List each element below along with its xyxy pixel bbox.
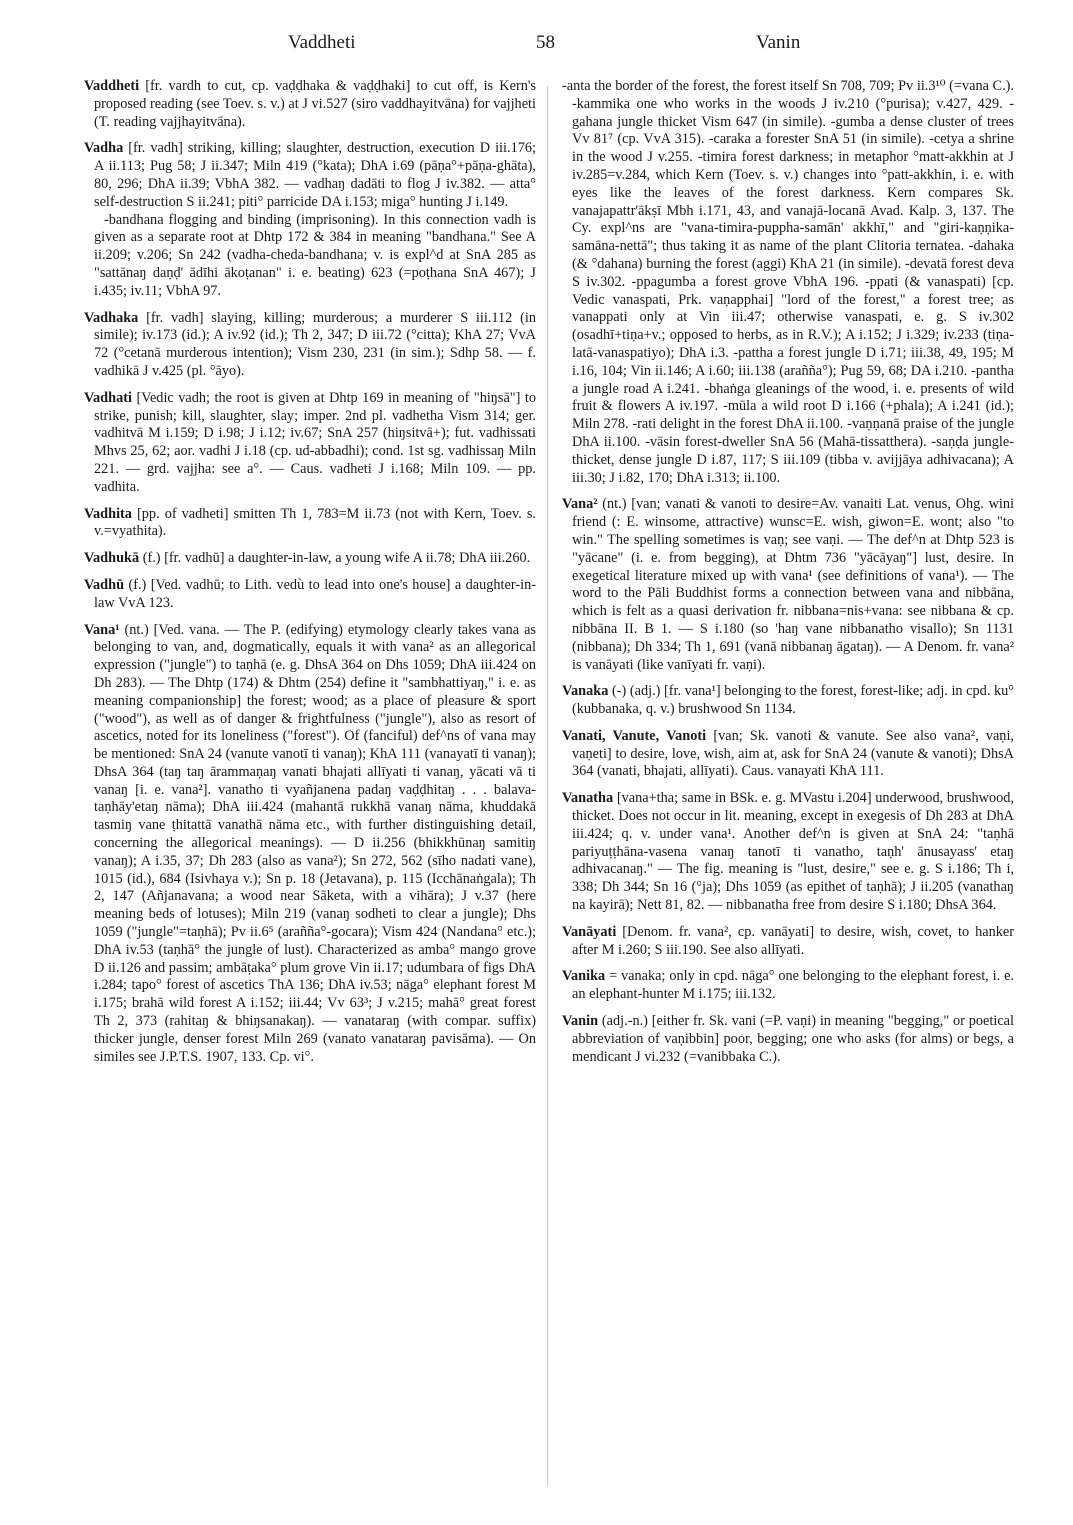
- entry-paragraph: [562, 968, 1014, 1004]
- right-column: [562, 78, 1014, 1075]
- entry-paragraph: [84, 577, 536, 613]
- entry-text: [fr. vadh] slaying, killing; murderous; a murderer S iii.112 (in simile); iv.173 (id.); A iv.92 (id.); Th 2, 347; D iii.72 (°citta); KhA 27; VvA 72 (°cetanā murderous intention); Vism 230, 231 (in sim.); Sdhp 58. — f. vadhikā J v.425 (pl. °āyo).: [94, 309, 536, 379]
- entry-headword: Vana¹: [84, 621, 120, 638]
- entry-text: [pp. of vadheti] smitten Th 1, 783=M ii.73 (not with Kern, Toev. s. v.=vyathita).: [94, 505, 536, 540]
- entry-headword: Vadhaka: [84, 309, 139, 326]
- entry-text: = vanaka; only in cpd. nāga° one belonging to the elephant forest, i. e. an elephant-hunter M i.175; iii.132.: [572, 968, 1014, 1003]
- entry-headword: Vanika: [562, 968, 606, 985]
- entry-text: [Vedic vadh; the root is given at Dhtp 169 in meaning of "hiŋsā"] to strike, punish; kill, slaughter, slay; imper. 2nd pl. vadhetha Vism 314; ger. vadhitvā M i.159; D i.98; J i.12; iv.67; SnA 257 (hiŋsitvā+); fut. vadhissati Mhvs 25, 62; aor. vadhi J i.18 (cp. ud-abbadhi); cond. 1st sg. vadhissaŋ Miln 221. — grd. vajjha: see a°. — Caus. vadheti J i.168; Miln 109. — pp. vadhita.: [94, 389, 537, 495]
- dictionary-entry: [562, 968, 1014, 1004]
- dictionary-entry: [84, 78, 536, 131]
- entry-headword: Vanatha: [562, 790, 614, 807]
- entry-paragraph: [84, 390, 536, 497]
- dictionary-entry: [562, 728, 1014, 781]
- entry-headword: Vadha: [84, 140, 124, 157]
- entry-text: [Denom. fr. vana², cp. vanāyati] to desire, wish, covet, to hanker after M i.260; S iii.190. See also allīyati.: [572, 923, 1015, 958]
- entry-headword: Vadhukā: [84, 550, 140, 567]
- dictionary-entry: [562, 496, 1014, 674]
- entry-headword: Vadhū: [84, 576, 125, 593]
- dictionary-entry: [84, 140, 536, 300]
- dictionary-entry: [84, 390, 536, 497]
- entry-text: (-) (adj.) [fr. vana¹] belonging to the forest, forest-like; adj. in cpd. ku° (kubbanaka, q. v.) brushwood Sn 1134.: [572, 683, 1014, 718]
- entry-paragraph: [562, 728, 1014, 781]
- entry-headword: Vanāyati: [562, 923, 617, 940]
- running-header: [84, 30, 1014, 64]
- entry-paragraph: [562, 790, 1014, 915]
- dictionary-entry: [562, 1013, 1014, 1066]
- entry-text: -bandhana flogging and binding (imprisoning). In this connection vadh is given as a separate root at Dhtp 172 & 384 in meaning "bandhana." See A ii.209; v.206; Sn 242 (vadha-cheda-bandhana; v. is expl^d at SnA 285 as "sattānaŋ daṇḍ' ādīhi ākoṭanan" i. e. beating) 623 (=poṭhana SnA 467); J i.435; iv.11; VbhA 97.: [94, 211, 536, 299]
- entry-paragraph: [84, 550, 536, 568]
- entry-headword: Vaddheti: [84, 78, 140, 94]
- entry-text: (adj.-n.) [either fr. Sk. vani (=P. vaṇi) in meaning "begging," or poetical abbreviation of vaṇibbin] poor, begging; one who asks (for alms) or begs, a mendicant J vi.232 (=vanibbaka C.).: [572, 1013, 1014, 1065]
- dictionary-entry: [562, 790, 1014, 915]
- dictionary-entry: [562, 78, 1014, 487]
- dictionary-entry: [84, 622, 536, 1067]
- dictionary-entry: [84, 577, 536, 613]
- entry-paragraph: [562, 496, 1014, 674]
- entry-text: [fr. vadh] striking, killing; slaughter, destruction, execution D iii.176; A ii.113; Pug 58; J ii.347; Miln 419 (°kata); DhA i.69 (pāṇa°+pāṇa-ghāta), 80, 296; DhA ii.39; VbhA 382. — vadhaŋ dadāti to flog J iv.382. — atta° self-destruction S ii.241; piti° parricide DA i.153; miga° hunting J i.149.: [94, 140, 536, 210]
- entry-text: (nt.) [van; vanati & vanoti to desire=Av. vanaiti Lat. venus, Ohg. wini friend (: E. winsome, attractive) wunsc=E. wish, giwon=E. wont; also "to win." The spelling sometimes is vaṇ; see vaṇi. — The def^n at Dhtp 523 is "yācane" (i. e. from begging), at Dhtm 736 "yācāyaŋ"] lust, desire. In exegetical literature mixed up with vana¹ (see definitions of vana¹). — The word to the Pāli Buddhist forms a connection between vana and nibbāna, which is felt as a quasi derivation fr. nibbana=nis+vana: see nibbana & cp. nibbāna II. B 1. — S i.180 (so 'haŋ vane nibbanatho visallo); Sn 1131 (nibbana); Dh 334; Th 1, 691 (vanā nibbanaŋ āgataŋ). — A Denom. fr. vana² is vanāyati (like vanīyati fr. vaṇi).: [572, 496, 1014, 673]
- dictionary-entry: [84, 550, 536, 568]
- entry-text: (nt.) [Ved. vana. — The P. (edifying) etymology clearly takes vana as belonging to van, and, dogmatically, equals it with vana² as an allegorical expression ("jungle") to taṇhā (e. g. DhsA 364 on Dhs 1059; DhA iii.424 on Dh 283). — The Dhtp (174) & Dhtm (254) define it "sambhattiyaŋ," i. e. as meaning companionship] the forest; wood; as a place of pleasure & sport ("wood"), as well as of danger & frightfulness ("jungle"), also as resort of ascetics, noted for its loneliness ("forest"). Of (fanciful) def^ns of vana may be mentioned: SnA 24 (vanute vanotī ti vanaŋ); KhA 111 (vanayatī ti vanaŋ); DhsA 364 (taŋ taŋ ārammaṇaŋ vanati bhajati allīyati ti vanaŋ, yācati vā ti vanaŋ [i. e. vana²]. vanatho ti vyañjanena padaŋ vaḍḍhitaŋ . . . balava-taṇhāy'etaŋ nāma); DhA iii.424 (mahantā rukkhā vanaŋ nāma, khuddakā tasmiŋ vane ṭhitattā vanathā nāma etc., with further distinguishing detail, concerning the allegorical meanings). — D ii.256 (bhikkhūnaŋ samitiŋ vanaŋ); A i.35, 37; Dh 283 (also as vana²); Sn 272, 562 (sīho nadati vane), 1015 (id.), 684 (Isivhaya v.); Sn p. 18 (Jetavana), p. 115 (Icchānaṅgala); Th 2, 147 (Añjanavana; a wood near Sāketa, with a vihāra); J v.37 (here meaning beds of lotuses); Miln 219 (vanaŋ sodheti to clear a jungle); Dhs 1059 ("jungle"=taṇhā); Pv ii.6⁵ (arañña°-gocara); Vism 424 (Nandana° etc.); DhA iv.53 (taṇhā° the jungle of lust). Characterized as amba° mango grove D ii.126 and passim; ambāṭaka° plum grove Vin ii.17; udumbara of figs DhA i.284; tapo° forest of ascetics ThA 136; DhA iv.53; nāga° elephant forest M i.175; brahā wild forest A i.152; iii.44; Vv 63³; J v.215; mahā° great forest Th 2, 373 (rahitaŋ & bhiŋsanakaŋ). — vanataraŋ (with compar. suffix) thicker jungle, denser forest Miln 269 (vanato vanataraŋ pavisāma). — On similes see J.P.T.S. 1907, 133. Cp. vi°.: [94, 621, 536, 1065]
- entry-headword: Vanaka: [562, 683, 609, 700]
- entry-paragraph: [84, 78, 536, 131]
- entry-paragraph: [84, 506, 536, 542]
- entry-headword: Vadhita: [84, 505, 132, 522]
- dictionary-entry: [84, 310, 536, 381]
- entry-headword: Vanati, Vanute, Vanoti: [562, 727, 707, 744]
- entry-paragraph: [84, 622, 536, 1067]
- entry-paragraph: [84, 212, 536, 301]
- entry-text: (f.) [fr. vadhū] a daughter-in-law, a young wife A ii.78; DhA iii.260.: [142, 550, 531, 567]
- entry-paragraph: [562, 683, 1014, 719]
- entry-paragraph: [84, 140, 536, 211]
- dictionary-entry: [562, 924, 1014, 960]
- header-right-word: Vanin: [756, 32, 801, 53]
- column-divider: [547, 86, 548, 1486]
- entry-text: [fr. vardh to cut, cp. vaḍḍhaka & vaḍḍhaki] to cut off, is Kern's proposed reading (see Toev. s. v.) at J vi.527 (siro vaddhayitvāna) for vajjheti (T. reading vajjhayitvāna).: [94, 78, 536, 130]
- entry-text: (f.) [Ved. vadhū; to Lith. vedù to lead into one's house] a daughter-in-law VvA 123.: [94, 576, 536, 611]
- dictionary-entry: [84, 506, 536, 542]
- left-column: [84, 78, 536, 1075]
- header-left-word: Vaddheti: [288, 32, 356, 53]
- entry-headword: Vadhati: [84, 389, 132, 406]
- entry-paragraph: [562, 1013, 1014, 1066]
- entry-paragraph: [562, 924, 1014, 960]
- entry-text: [vana+tha; same in BSk. e. g. MVastu i.204] underwood, brushwood, thicket. Does not occur in lit. meaning, except in exegesis of Dh 283 at DhA iii.424; q. v. under vana¹. Another def^n is given at SnA 24: "taṇhā pariyuṭṭhāna-vasena vanaŋ tanotī ti vanatho, taṇh' ānusayass' etaŋ adhivacanaŋ." — The fig. meaning is "lust, desire," see e. g. S i.186; Th i, 338; Dh 344; Sn 16 (°ja); Dhs 1059 (as epithet of taṇhā); J ii.205 (vanathaŋ na kayirā); Nett 81, 82. — nibbanatha free from desire S i.180; DhsA 364.: [572, 790, 1014, 914]
- entry-headword: Vanin: [562, 1013, 599, 1030]
- page-number: 58: [536, 32, 555, 53]
- entry-paragraph: [84, 310, 536, 381]
- entry-continuation: -anta the border of the forest, the forest itself Sn 708, 709; Pv ii.3¹⁰ (=vana C.). -kammika one who works in the woods J iv.210 (°purisa); v.427, 429. -gahana jungle thicket Vism 647 (in simile). -gumba a dense cluster of trees Vv 81⁷ (cp. VvA 315). -caraka a forester SnA 51 (in simile). -cetya a shrine in the wood J v.255. -timira forest darkness; in metaphor °matt-akkhin at J iv.285=v.284, which Kern (Toev. s. v.) changes into °patt-akkhin, i. e. with eyes like the leaves of the forest darkness. Kern compares Sk. vanajapattr'ākṣī Mbh i.171, 43, and vanajā-locanā Avad. Kalp. 3, 137. The Cy. expl^ns are "vana-timira-puppha-samān' akkhī," and "giri-kaṇṇika-samāna-nettā"; thus taking it as name of the plant Clitoria ternatea. -dahaka (& °dahana) burning the forest (aggi) KhA 21 (in simile). -devatā forest deva S iv.302. -ppagumba a forest grove VbhA 196. -ppati (& vanaspati) [cp. Vedic vanaspati, Prk. vaṇapphai] "lord of the forest," a forest tree; as vanappati only at Vin iii.47; otherwise vanaspati, e. g. S iv.302 (osadhī+tiṇa+v.; opposed to herbs, as in R.V.); A i.152; J i.329; iv.233 (tiṇa-latā-vanaspatiyo); DhA i.3. -pattha a forest jungle D i.71; iii.38, 49, 195; M i.16, 104; Vin ii.146; A i.60; iii.138 (arañña°); Pug 59, 68; DA i.210. -pantha a jungle road A i.241. -bhaṅga gleanings of the wood, i. e. presents of wild fruit & flowers A iv.197. -mūla a wild root D i.166 (+phala); A i.241 (id.); Miln 278. -rati delight in the forest DhA ii.100. -vaṇṇanā praise of the jungle DhA ii.100. -vāsin forest-dweller SnA 56 (Mahā-tissatthera). -saṇḍa jungle-thicket, dense jungle D i.87, 117; S iii.109 (tibba v. avijjāya adhivacana); A iii.30; J i.82, 170; DhA i.313; ii.100.: [562, 78, 1014, 486]
- entry-text: [van; Sk. vanoti & vanute. See also vana², vaṇi, vaṇeti] to desire, love, wish, aim at, ask for SnA 24 (vanute & vanoti); DhsA 364 (vanati, bhajati, allīyati). Caus. vanayati KhA 111.: [572, 727, 1015, 780]
- entry-headword: Vana²: [562, 496, 598, 513]
- dictionary-entry: [562, 683, 1014, 719]
